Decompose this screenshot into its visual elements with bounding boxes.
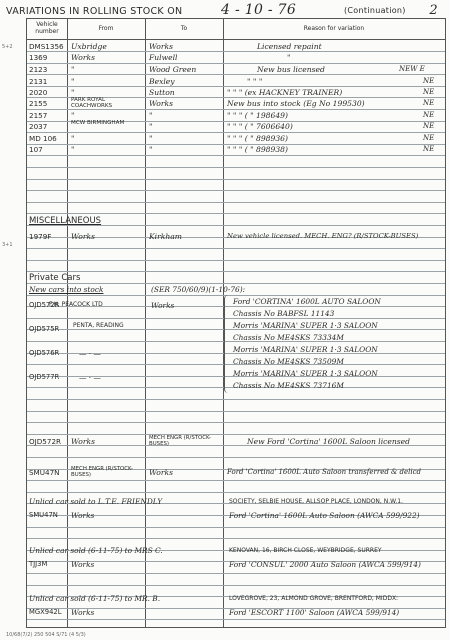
buyer-address: LOVEGROVE, 23, ALMOND GROVE, BRENTFORD, MIDDX: [229,595,399,602]
table-row [27,122,445,133]
row-cell: Bexley [149,77,175,86]
table-row [27,65,445,76]
ruled-line [27,283,445,284]
car-vehicle: OJD575R [29,325,60,333]
page-title: VARIATIONS IN ROLLING STOCK ON [6,6,183,17]
row-cell: 107 [29,145,43,154]
buyer-address: SOCIETY, SELBIE HOUSE, ALLSOP PLACE, LONDON, N.W.1. [229,498,403,505]
row-cell: OJD572R [29,437,62,446]
ruled-line [27,202,445,203]
ruled-line [27,527,445,528]
car-chassis: Chassis No ME4SKS 73716M [233,381,344,390]
ruled-line [27,492,445,493]
col-header-from: From [98,25,114,32]
continuation-label: (Continuation) [344,6,406,15]
row-cell: New bus into stock (Eg No 199530) [227,99,365,108]
table-row [27,437,445,448]
ser-reference: (SER 750/60/9)(1-10-76): [151,285,246,294]
row-cell: 2155 [29,99,48,108]
ruled-line [27,167,445,168]
row-cell: MD 106 [29,134,57,143]
sold-line: Unlicd car sold (6-11-75) to MR. B. [29,594,161,603]
sold-vehicle: MGX942L [29,608,62,616]
section-heading-misc: MISCELLANEOUS [29,216,102,226]
row-cell: Kirkham [149,232,182,241]
sold-line: Unlicd car sold to L.T.E. FRIENDLY [29,497,163,506]
row-cell: Works [149,99,173,108]
section-heading-private: Private Cars [29,273,81,283]
table-row [27,468,445,479]
row-cell: MCW BIRMINGHAM [71,120,125,126]
row-cell: New Ford 'Cortina' 1600L Saloon licensed [247,437,411,446]
row-cell: " [287,53,291,62]
row-cell: 2131 [29,77,48,86]
car-vehicle: OJD577R [29,373,60,381]
row-cell: DMS1356 [29,42,64,51]
column-header-row [27,19,445,40]
ruled-line [27,295,445,296]
car-chassis: Chassis No BABFSL 11143 [233,309,335,318]
row-cell: Works [71,437,95,446]
col-header-to: To [180,25,188,32]
row-cell: NE [423,88,435,96]
row-cell: Ford 'Cortina' 1600L Auto Saloon transferred & delicd [227,468,422,476]
row-cell: 2157 [29,111,48,120]
ruled-line [27,434,445,435]
row-cell: " [71,65,75,74]
car-model: Morris 'MARINA' SUPER 1·3 SALOON [233,321,378,330]
car-model: Ford 'CORTINA' 1600L AUTO SALOON [233,297,381,306]
ruled-line [27,399,445,400]
row-cell: NE [423,145,435,153]
ruled-line [27,538,445,539]
row-cell: NE [423,134,435,142]
row-cell: New vehicle licensed. MECH. ENG? (R/STOCK-BUSES) [227,232,419,240]
row-cell: " [149,145,153,154]
page-date: 4 - 10 - 76 [221,2,297,18]
sold-from: Works [71,560,95,569]
table-row [27,53,445,64]
ruled-line [27,619,445,620]
margin-note: 3+1 [2,242,13,248]
row-cell: 1369 [29,53,48,62]
row-cell: " [149,134,153,143]
col-header-reason: Reason for variation [303,25,365,32]
row-cell: " [71,88,75,97]
sold-from: Works [71,511,95,520]
row-cell: " " " ( " 198649) [227,111,288,120]
row-cell: " [71,134,75,143]
grouping-brace [224,295,231,393]
ditto-dash: — · — [79,373,101,382]
row-cell: NE [423,111,435,119]
row-cell: Uxbridge [71,42,107,51]
ruled-line [27,190,445,191]
row-cell: Works [71,53,95,62]
row-cell: NE [423,77,435,85]
row-cell: Works [149,468,173,477]
sold-vehicle: TJJ3M [29,560,48,568]
row-cell: " " " ( " 7606640) [227,122,293,131]
ruled-line [27,179,445,180]
row-cell: " " " (ex HACKNEY TRAINER) [227,88,343,97]
car-chassis: Chassis No ME4SKS 73509M [233,357,344,366]
ruled-line [27,422,445,423]
car-model: Morris 'MARINA' SUPER 1·3 SALOON [233,345,378,354]
row-cell: 2037 [29,122,48,131]
ruled-line [27,457,445,458]
page-header [6,4,444,18]
table-row [27,42,445,53]
car-vehicle: OJD572R [29,301,60,309]
table-row [27,232,445,243]
car-vehicle: OJD576R [29,349,60,357]
ruled-line [27,585,445,586]
sold-reason: Ford 'ESCORT 1100' Saloon (AWCA 599/914) [229,608,400,617]
ruled-line [27,573,445,574]
row-cell: Sutton [149,88,175,97]
row-cell: NE [423,122,435,130]
row-cell: " " " ( " 898938) [227,145,288,154]
ruled-line [27,260,445,261]
row-cell: NEW E [399,65,425,73]
row-cell: " [149,122,153,131]
to-works: Works [151,301,175,310]
sold-from: Works [71,608,95,617]
row-cell: " " " [247,77,263,86]
row-cell: Works [149,42,173,51]
buyer-address: KENOVAN, 16, BIRCH CLOSE, WEYBRIDGE, SURREY [229,547,382,554]
form-footer: 10/68(7/2) 250 504 S/71 (4 5/3) [6,632,86,638]
table-row [27,145,445,156]
row-cell: New bus licensed [257,65,325,74]
new-cars-label: New cars into stock [29,285,104,294]
car-model: Morris 'MARINA' SUPER 1·3 SALOON [233,369,378,378]
row-cell: 1979F [29,232,52,241]
row-cell: " [149,111,153,120]
variations-table [26,18,446,628]
sold-reason: Ford 'Cortina' 1600L Auto Saloon (AWCA 599/922) [229,511,420,520]
row-cell: PARK ROYAL COACHWORKS [71,97,113,109]
ruled-line [27,411,445,412]
row-cell: MECH ENGR (R/STOCK-BUSES) [71,466,133,478]
ditto-dash: — · — [79,349,101,358]
row-cell: SMU47N [29,468,60,477]
ruled-line [27,213,445,214]
ruled-line [27,248,445,249]
ruled-line [27,318,445,319]
row-cell: 2123 [29,65,48,74]
row-cell: " " " ( " 898936) [227,134,288,143]
sold-vehicle: SMU47N [29,511,58,519]
row-cell: Wood Green [149,65,197,74]
row-cell: " [71,111,75,120]
supplier-name: PENTA, READING [73,322,124,329]
col-header-vehicle: Vehicle number [35,21,59,35]
page-number: 2 [429,3,438,18]
row-cell: " [71,77,75,86]
table-row [27,99,445,110]
car-chassis: Chassis No ME4SKS 73334M [233,333,344,342]
row-cell: MECH ENGR (R/STOCK-BUSES) [149,435,211,447]
supplier-name: F.H. PEACOCK LTD [49,301,103,308]
sold-reason: Ford 'CONSUL' 2000 Auto Saloon (AWCA 599/914) [229,560,421,569]
row-cell: Licensed repaint [257,42,322,51]
row-cell: " [71,145,75,154]
ruled-line [27,271,445,272]
sold-line: Unlicd car sold (6-11-75) to MRS C. [29,546,163,555]
ruled-line [27,480,445,481]
row-cell: NE [423,99,435,107]
table-row [27,134,445,145]
row-cell: Works [71,232,95,241]
margin-note: 5+2 [2,44,13,50]
table-row [27,77,445,88]
row-cell: 2020 [29,88,48,97]
row-cell: Fulwell [149,53,178,62]
